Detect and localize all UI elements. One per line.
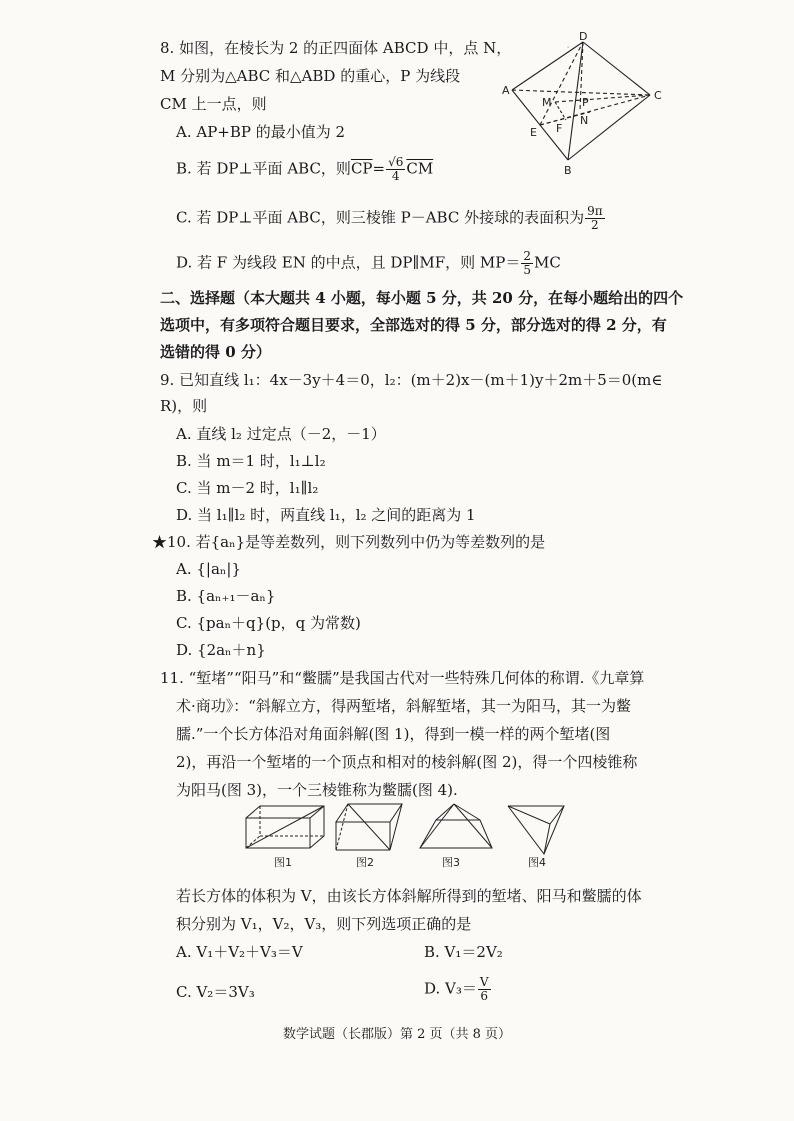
q11-stem-line4: 2)，再沿一个堑堵的一个顶点和相对的棱斜解(图 2)，得一个四棱锥称 bbox=[176, 753, 638, 771]
section2-header-line2: 选项中，有多项符合题目要求，全部选对的得 5 分，部分选对的得 2 分，有 bbox=[160, 316, 667, 334]
q11-option-d-text: D. V₃＝ bbox=[424, 979, 477, 998]
label-n: N bbox=[580, 114, 589, 127]
label-e: E bbox=[530, 126, 537, 139]
vector-cm: $\overline{CM}$ bbox=[406, 159, 434, 178]
figure1-label: 图1 bbox=[274, 856, 292, 869]
figure2-qiandu bbox=[336, 804, 402, 850]
fraction-numerator: 9π bbox=[587, 204, 603, 218]
fraction-numerator: 2 bbox=[523, 249, 532, 263]
figure3-label: 图3 bbox=[442, 856, 460, 869]
q9-option-c: C. 当 m－2 时，l₁∥l₂ bbox=[176, 479, 319, 497]
q8-option-b-text: B. 若 DP⊥平面 ABC，则 bbox=[176, 159, 351, 178]
bleed-through-text: · bbox=[566, 40, 571, 56]
fraction-sqrt6-over-4 bbox=[386, 156, 405, 183]
q9-stem-line1: 9. 已知直线 l₁：4x－3y＋4＝0，l₂：(m＋2)x－(m＋1)y＋2m＋5＝0(m∈ bbox=[160, 371, 663, 389]
q8-option-d-text: D. 若 F 为线段 EN 的中点，且 DP∥MF，则 MP＝ bbox=[176, 253, 521, 272]
section2-header-line3: 选错的得 0 分） bbox=[160, 343, 271, 361]
q9-option-d: D. 当 l₁∥l₂ 时，两直线 l₁，l₂ 之间的距离为 1 bbox=[176, 506, 476, 524]
page-footer: 数学试题（长郡版）第 2 页（共 8 页） bbox=[282, 1027, 512, 1042]
q11-stem-line3: 臑.”一个长方体沿对角面斜解(图 1)，得到一模一样的两个堑堵(图 bbox=[176, 725, 611, 743]
vector-cp: $\overline{CP}$ bbox=[350, 159, 373, 178]
label-p: P bbox=[582, 96, 589, 109]
label-b: B bbox=[564, 164, 572, 177]
fraction-denominator: 2 bbox=[591, 218, 599, 232]
q11-stem-line2: 术·商功》：“斜解立方，得两堑堵，斜解堑堵，其一为阳马，其一为鳖 bbox=[176, 697, 631, 715]
q11-stem-line5: 为阳马(图 3)，一个三棱锥称为鳖臑(图 4). bbox=[176, 781, 458, 799]
q8-option-c bbox=[176, 205, 606, 232]
q11-option-a: A. V₁＋V₂＋V₃＝V bbox=[176, 943, 303, 961]
q9-option-b: B. 当 m＝1 时，l₁⊥l₂ bbox=[176, 452, 326, 470]
label-a: A bbox=[502, 84, 510, 97]
fraction-2-over-5 bbox=[521, 250, 533, 277]
label-c: C bbox=[654, 89, 662, 102]
q8-option-c-text: C. 若 DP⊥平面 ABC，则三棱锥 P－ABC 外接球的表面积为 bbox=[176, 208, 585, 227]
figure4-label: 图4 bbox=[528, 856, 546, 869]
q9-option-a: A. 直线 l₂ 过定点（－2，－1） bbox=[176, 425, 386, 443]
q8-option-d-suffix: MC bbox=[534, 253, 561, 272]
q11-option-c: C. V₂＝3V₃ bbox=[176, 983, 255, 1001]
fraction-numerator: √6 bbox=[388, 155, 404, 169]
tetrahedron-figure bbox=[500, 32, 680, 182]
q10-option-a: A. {|aₙ|} bbox=[176, 560, 241, 578]
figure4-bienao bbox=[508, 806, 564, 854]
fraction-denominator: 6 bbox=[480, 989, 489, 1003]
q8-stem-line1: 8. 如图，在棱长为 2 的正四面体 ABCD 中，点 N， bbox=[160, 39, 512, 57]
q11-stem-line1: 11. “堑堵”“阳马”和“鳖臑”是我国古代对一些特殊几何体的称谓.《九章算 bbox=[160, 669, 645, 687]
q11-stem-line6: 若长方体的体积为 V，由该长方体斜解所得到的堑堵、阳马和鳖臑的体 bbox=[176, 887, 642, 905]
label-d: D bbox=[579, 32, 588, 43]
q10-option-b: B. {aₙ₊₁－aₙ} bbox=[176, 587, 276, 605]
solids-figure-strip bbox=[240, 800, 570, 870]
q9-stem-line2: R)，则 bbox=[160, 397, 208, 415]
figure3-yangma bbox=[420, 804, 492, 848]
q10-option-d: D. {2aₙ＋n} bbox=[176, 641, 266, 659]
fraction-v-over-6 bbox=[478, 976, 491, 1003]
q8-option-d bbox=[176, 250, 561, 277]
fraction-denominator: 4 bbox=[391, 169, 400, 183]
q8-option-a: A. AP+BP 的最小值为 2 bbox=[176, 123, 346, 141]
fraction-9pi-over-2 bbox=[585, 205, 605, 232]
fraction-numerator: V bbox=[479, 975, 489, 989]
label-m: M bbox=[542, 96, 552, 109]
q8-stem-line2: M 分别为△ABC 和△ABD 的重心，P 为线段 bbox=[160, 67, 461, 85]
q8-option-b bbox=[176, 156, 433, 183]
equals-sign: = bbox=[372, 159, 386, 178]
q10-stem: ★10. 若{aₙ}是等差数列，则下列数列中仍为等差数列的是 bbox=[152, 533, 546, 551]
q10-option-c: C. {paₙ＋q}(p，q 为常数) bbox=[176, 614, 361, 632]
q11-option-d bbox=[424, 976, 492, 1003]
figure2-label: 图2 bbox=[356, 856, 374, 869]
q8-stem-line3: CM 上一点，则 bbox=[160, 95, 267, 113]
q11-option-b: B. V₁＝2V₂ bbox=[424, 943, 503, 961]
section2-header-line1: 二、选择题（本大题共 4 小题，每小题 5 分，共 20 分，在每小题给出的四个 bbox=[160, 289, 684, 307]
figure1-box bbox=[246, 806, 324, 848]
label-f: F bbox=[556, 122, 563, 135]
fraction-denominator: 5 bbox=[523, 263, 532, 277]
q11-stem-line7: 积分别为 V₁，V₂，V₃，则下列选项正确的是 bbox=[176, 915, 472, 933]
